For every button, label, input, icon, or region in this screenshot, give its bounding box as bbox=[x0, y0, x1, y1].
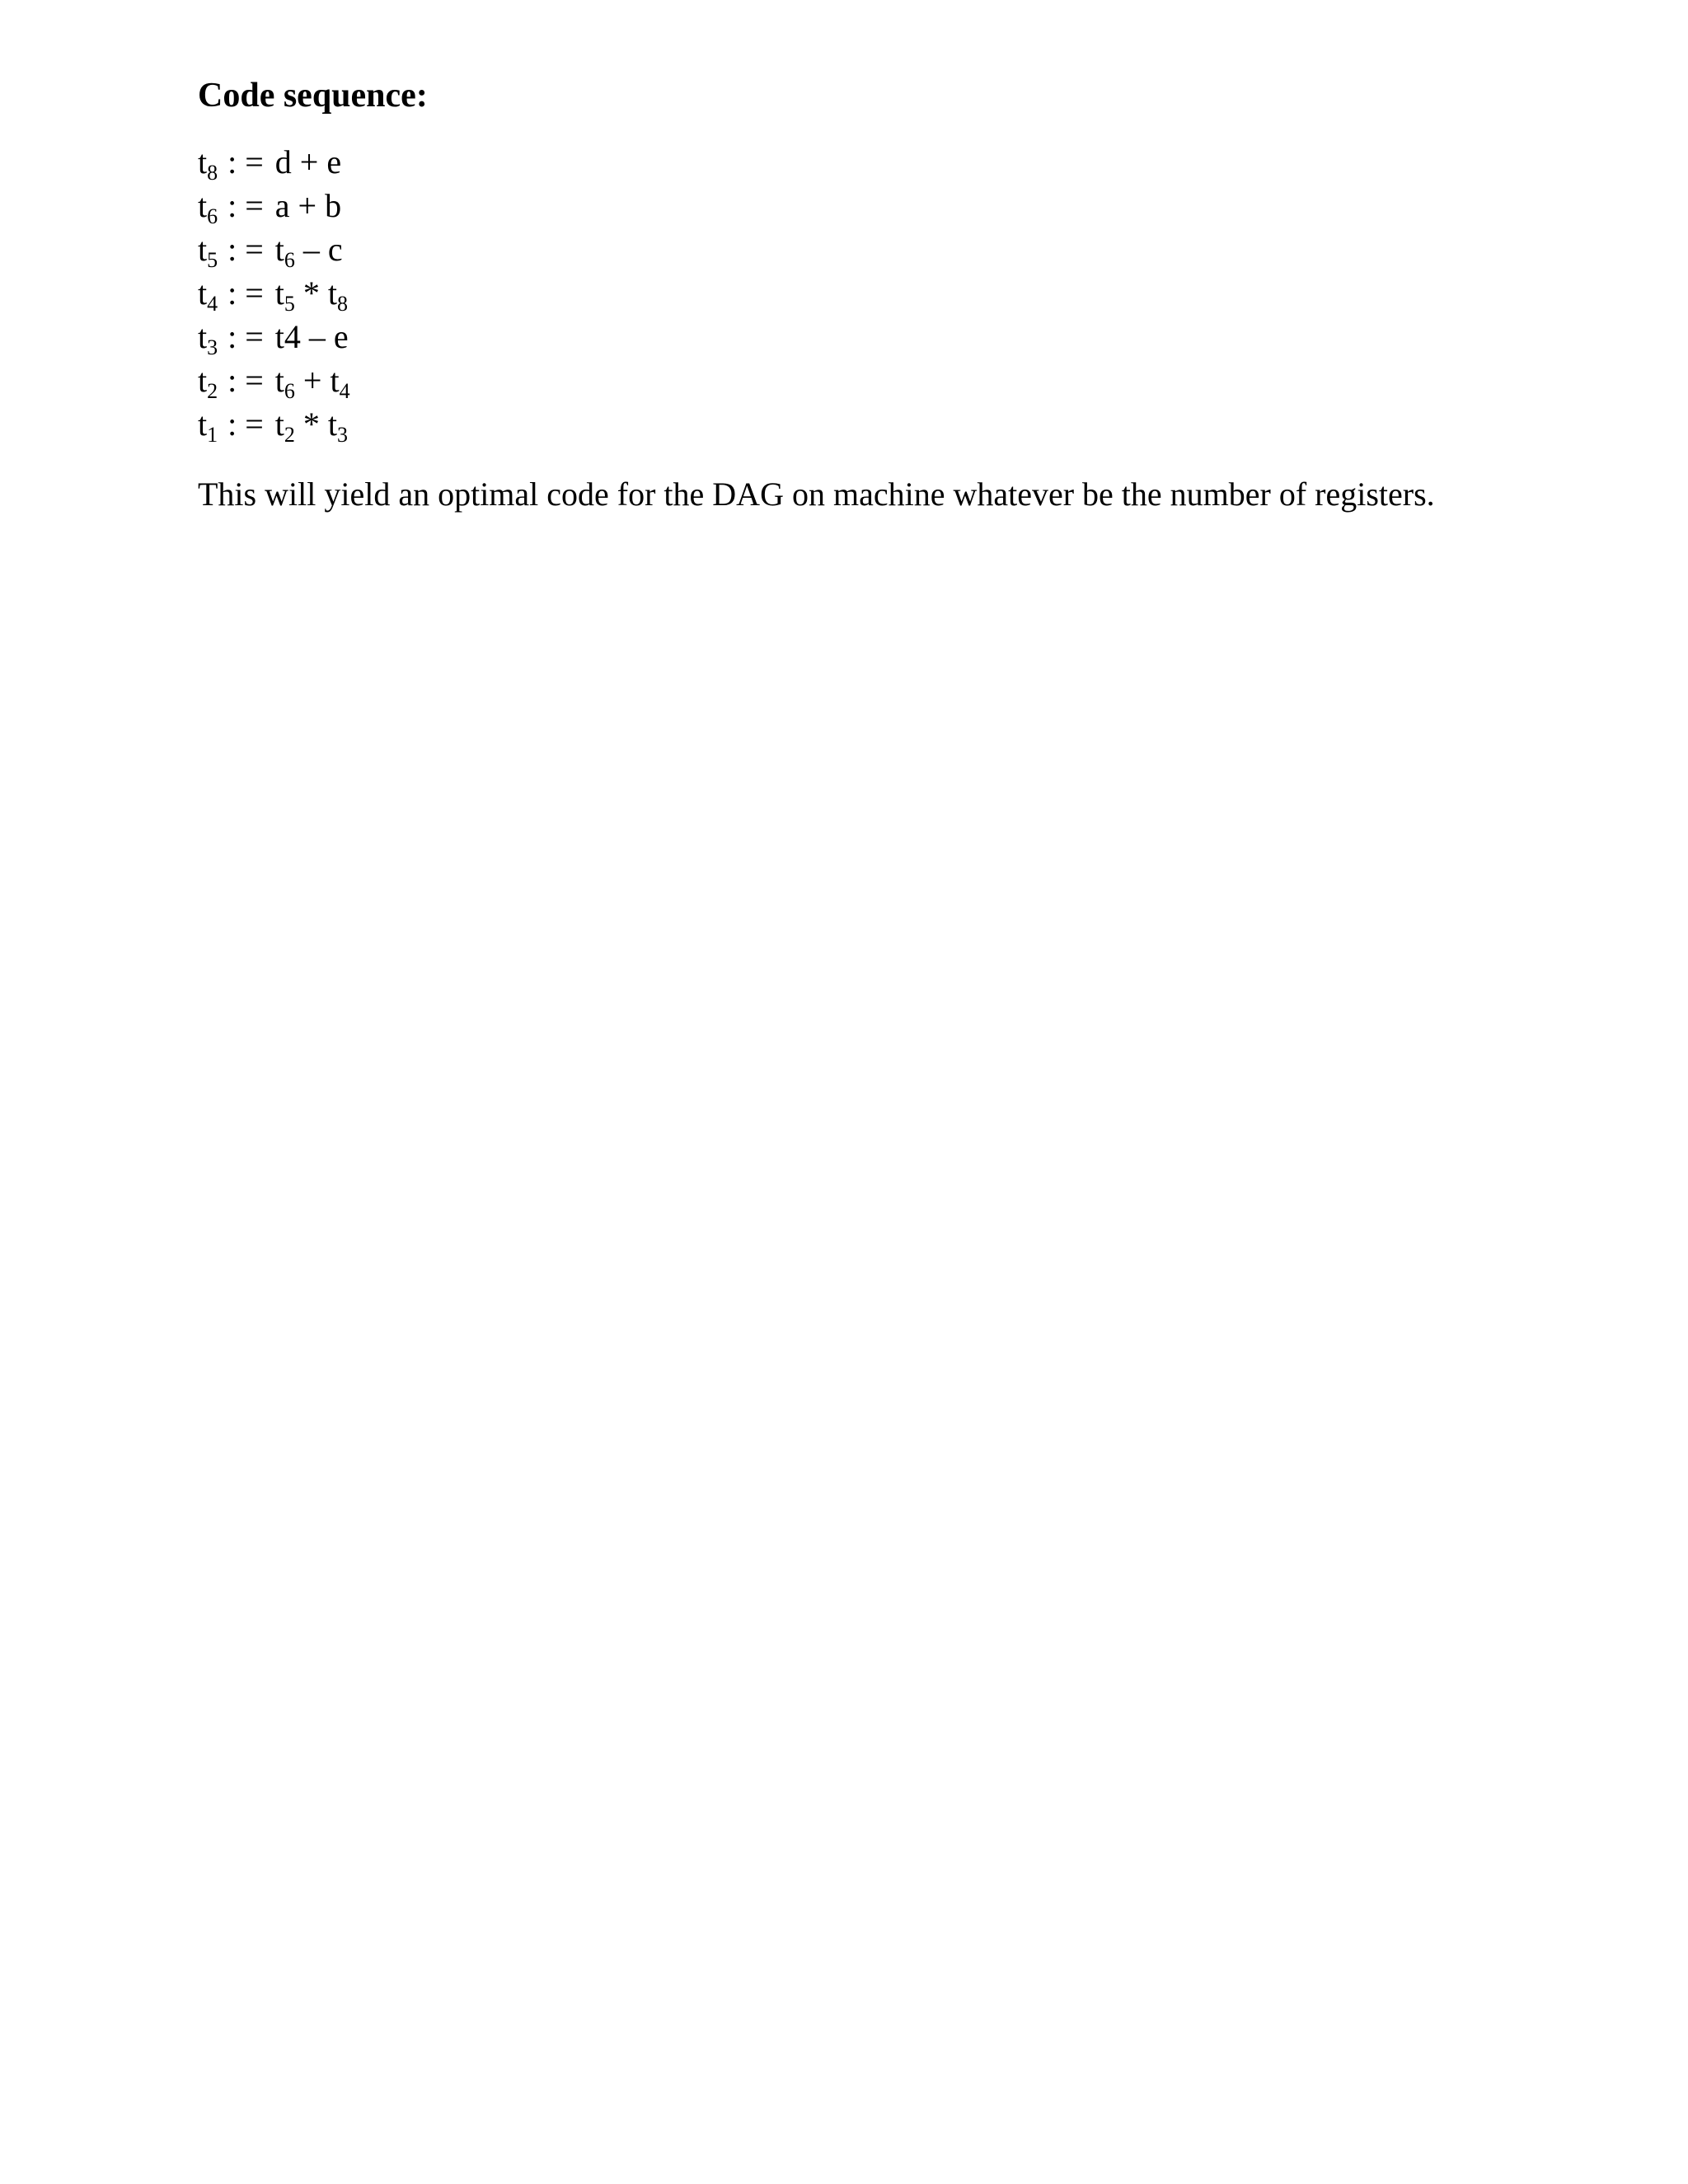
variable-name: t bbox=[198, 187, 208, 224]
code-line bbox=[198, 402, 350, 446]
code-line bbox=[198, 184, 350, 227]
code-line-target bbox=[198, 140, 218, 184]
subscript: 5 bbox=[207, 248, 218, 272]
variable-name: t bbox=[198, 362, 208, 399]
assign-operator: : = bbox=[227, 187, 264, 224]
expression-segment: – c bbox=[294, 231, 343, 268]
code-line-expression bbox=[275, 227, 343, 271]
expression-segment: t4 – e bbox=[274, 318, 349, 355]
subscript: 2 bbox=[207, 379, 218, 403]
expression-segment: d + e bbox=[274, 143, 342, 180]
expression-segment: * t bbox=[294, 274, 338, 312]
subscript: 8 bbox=[207, 161, 218, 185]
assign-operator: : = bbox=[227, 405, 264, 443]
code-line-target bbox=[198, 184, 218, 227]
code-line bbox=[198, 140, 350, 184]
code-line-target bbox=[198, 227, 218, 271]
assign-operator: : = bbox=[227, 143, 264, 180]
expression-segment: t bbox=[274, 274, 284, 312]
subscript: 3 bbox=[337, 423, 349, 447]
subscript: 6 bbox=[207, 204, 218, 228]
subscript: 4 bbox=[339, 379, 350, 403]
assign-operator: : = bbox=[227, 274, 264, 312]
variable-name: t bbox=[198, 318, 208, 355]
code-line-target bbox=[198, 359, 218, 402]
expression-segment: t bbox=[274, 362, 284, 399]
subscript: 6 bbox=[284, 379, 295, 403]
code-line-target bbox=[198, 315, 218, 359]
variable-name: t bbox=[198, 405, 208, 443]
subscript: 5 bbox=[284, 292, 295, 316]
code-line bbox=[198, 359, 350, 402]
expression-segment: t bbox=[274, 231, 284, 268]
expression-segment: * t bbox=[294, 405, 338, 443]
subscript: 3 bbox=[207, 335, 218, 359]
variable-name: t bbox=[198, 274, 208, 312]
code-sequence-heading: Code sequence: bbox=[198, 77, 428, 115]
subscript: 6 bbox=[284, 248, 295, 272]
code-line bbox=[198, 271, 350, 315]
subscript: 4 bbox=[207, 292, 218, 316]
code-line-expression bbox=[275, 271, 348, 315]
variable-name: t bbox=[198, 231, 208, 268]
code-line bbox=[198, 315, 350, 359]
subscript: 8 bbox=[337, 292, 349, 316]
code-line-expression bbox=[275, 140, 341, 184]
assign-operator: : = bbox=[227, 362, 264, 399]
variable-name: t bbox=[198, 143, 208, 180]
code-line-target bbox=[198, 271, 218, 315]
code-line-expression bbox=[275, 402, 348, 446]
expression-segment: a + b bbox=[274, 187, 342, 224]
subscript: 2 bbox=[284, 423, 295, 447]
code-sequence-list bbox=[198, 140, 350, 446]
code-line-expression bbox=[275, 184, 341, 227]
subscript: 1 bbox=[207, 423, 218, 447]
code-line-expression bbox=[275, 359, 350, 402]
assign-operator: : = bbox=[227, 231, 264, 268]
conclusion-paragraph: This will yield an optimal code for the DAG on machine whatever be the number of registers. bbox=[198, 476, 1435, 513]
assign-operator: : = bbox=[227, 318, 264, 355]
expression-segment: + t bbox=[294, 362, 340, 399]
code-line-target bbox=[198, 402, 218, 446]
code-line-expression bbox=[275, 315, 349, 359]
code-line bbox=[198, 227, 350, 271]
expression-segment: t bbox=[274, 405, 284, 443]
